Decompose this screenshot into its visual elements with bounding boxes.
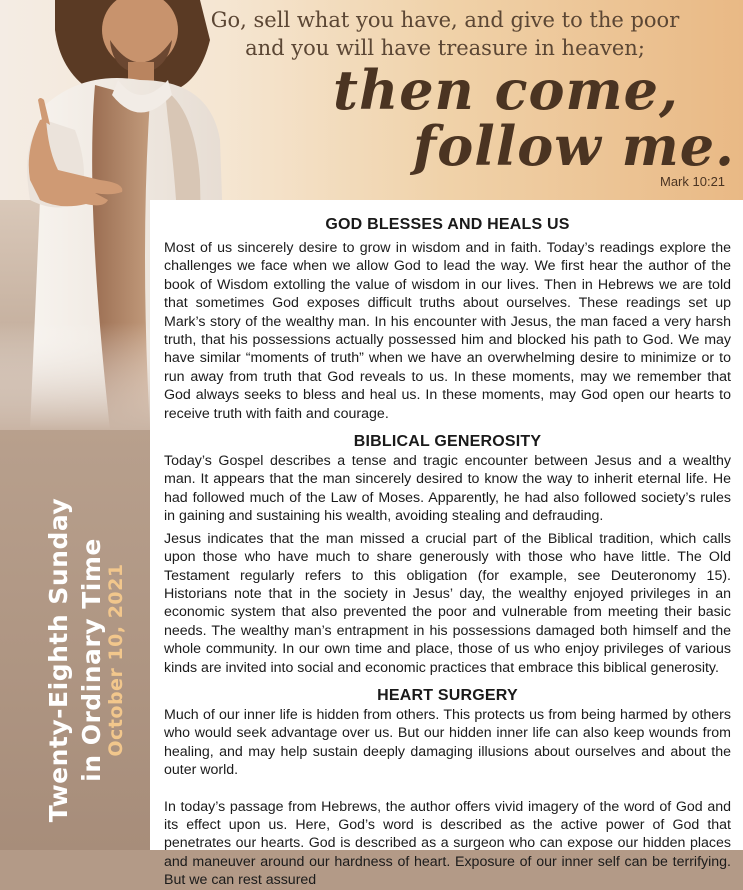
sunday-title bbox=[42, 498, 108, 822]
sunday-date: October 10, 2021 bbox=[105, 563, 127, 757]
paragraph: Today’s Gospel describes a tense and tragic encounter between Jesus and a wealthy man. It appears that the man sincerely desired to know the way to inherit eternal life. He had followed much of the Law of Moses. Apparently, he had also followed society’s rules in gaining and sustaining his wealth, avoiding stealing and defrauding. bbox=[164, 453, 731, 525]
quote-citation: Mark 10:21 bbox=[660, 174, 726, 189]
sunday-title-line-1: Twenty-Eighth Sunday bbox=[44, 497, 73, 823]
article-body bbox=[150, 200, 743, 889]
quote-line-2: and you will have treasure in heaven; bbox=[245, 36, 645, 60]
paragraph: Jesus indicates that the man missed a crucial part of the Biblical tradition, which calls upon those who have much to share generously with those who have little. The Old Testament regularly refers to this obligation (for example, see Deuteronomy 15). Historians note that in the society in Jesus’ day, the wealthy enjoyed privileges in an economic system that also prevented the poor and vulnerable from meeting their basic needs. The wealthy man’s entrapment in his possessions damaged both himself and the whole community. In our own time and place, those of us who enjoy privileges of various kinds are invited into social and economic practices that embrace this biblical generosity. bbox=[164, 530, 731, 676]
paragraph: Much of our inner life is hidden from others. This protects us from being harmed by others who would seek advantage over us. But our hidden inner life can also keep wounds from healing, and may help sustain deeply damaging illusions about ourselves and about the outer world. bbox=[164, 706, 731, 779]
quote-emphasis-1: then come, bbox=[333, 58, 679, 122]
sunday-label-block bbox=[0, 470, 150, 850]
section-title-heart-surgery: HEART SURGERY bbox=[377, 686, 518, 704]
section-title-god-blesses: GOD BLESSES AND HEALS US bbox=[325, 216, 570, 233]
sunday-title-line-2: in Ordinary Time bbox=[77, 538, 106, 782]
section-title-biblical-generosity: BIBLICAL GENEROSITY bbox=[353, 433, 542, 451]
paragraph: Most of us sincerely desire to grow in wisdom and in faith. Today’s readings explore the challenges we face when we allow God to lead the way. We first hear the author of the book of Wisdom extolling the value of wisdom in our lives. Then in Hebrews we are told that sometimes God exposes difficult truths about ourselves. These readings set up Mark’s story of the wealthy man. In his encounter with Jesus, the man faced a very harsh truth, that his possessions actually possessed him and blocked his path to God. We may have similar “moments of truth” when we have an overwhelming desire to minimize or to run away from truth that God reveals to us. In these moments, may we remember that God always seeks to bless and heal us. In these moments, may God open our hearts to receive truth with faith and courage. bbox=[164, 240, 731, 422]
paragraph: In today’s passage from Hebrews, the author offers vivid imagery of the word of God and its effect upon us. Here, God’s word is described as the active power of God that penetrates our hearts. God is described as a surgeon who can expose our hidden places and maneuver around our hardness of heart. Exposure of our inner self can be terrifying. But we can rest assured bbox=[164, 798, 731, 889]
quote-emphasis-2: follow me. bbox=[413, 114, 735, 178]
quote-line-1: Go, sell what you have, and give to the poor bbox=[210, 8, 680, 32]
scripture-quote bbox=[200, 6, 690, 62]
